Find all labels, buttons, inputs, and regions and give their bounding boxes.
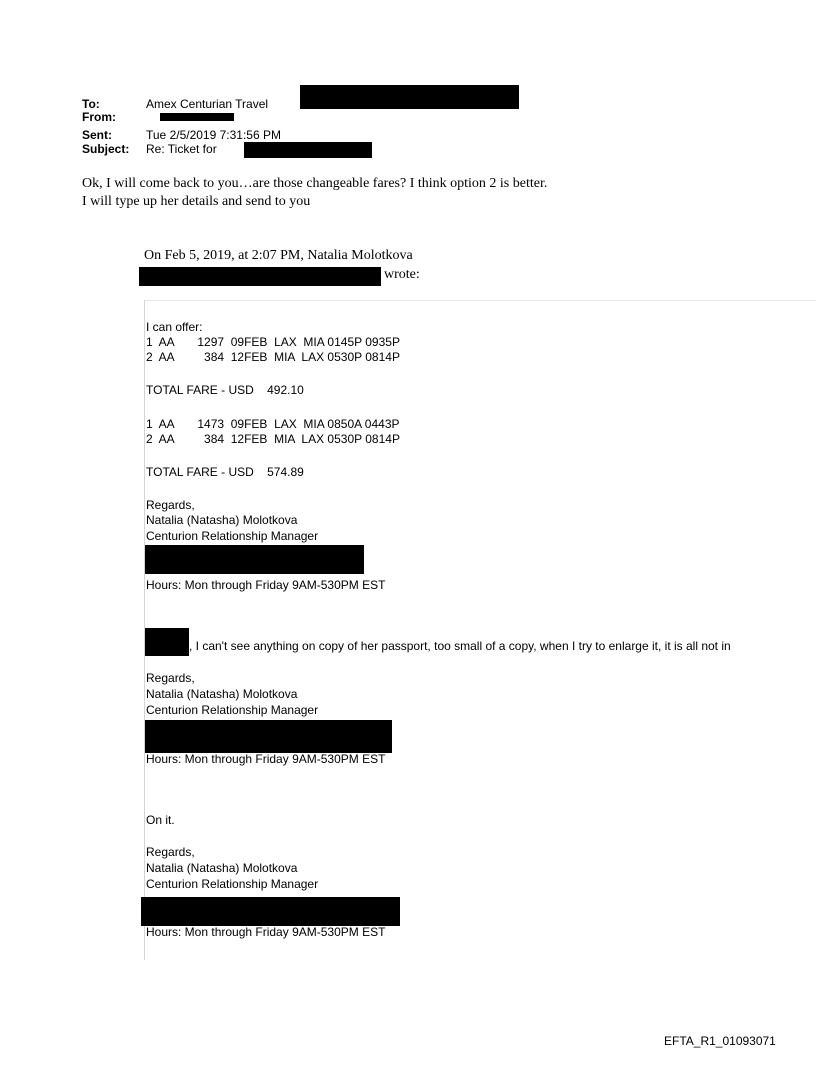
- quote-border-top: [144, 300, 816, 301]
- attribution-line-2: wrote:: [384, 267, 420, 282]
- sig3-hours: Hours: Mon through Friday 9AM-530PM EST: [146, 925, 386, 939]
- redaction-sig1-contact: [145, 545, 364, 574]
- body-line-1: Ok, I will come back to you…are those changeable fares? I think option 2 is better.: [82, 176, 548, 191]
- on-it-line: On it.: [146, 813, 175, 827]
- sig1-regards: Regards,: [146, 498, 195, 512]
- subject-label: Subject:: [82, 142, 130, 156]
- option1-leg2: 2 AA 384 12FEB MIA LAX 0530P 0814P: [146, 350, 400, 364]
- header-subject-row: [82, 143, 217, 156]
- option1-leg1: 1 AA 1297 09FEB LAX MIA 0145P 0935P: [146, 335, 400, 349]
- sig3-name: Natalia (Natasha) Molotkova: [146, 861, 298, 875]
- option1-total: TOTAL FARE - USD 492.10: [146, 383, 304, 397]
- sent-value: Tue 2/5/2019 7:31:56 PM: [146, 128, 281, 142]
- sent-label: Sent:: [82, 128, 112, 142]
- passport-note: , I can't see anything on copy of her passport, too small of a copy, when I try to enlarge it, it is all not in: [189, 639, 731, 653]
- redaction-from-name: [160, 113, 234, 121]
- sig1-hours: Hours: Mon through Friday 9AM-530PM EST: [146, 578, 386, 592]
- header-sent-row: [82, 129, 281, 142]
- option2-total: TOTAL FARE - USD 574.89: [146, 465, 304, 479]
- redaction-recipient-name: [145, 628, 189, 656]
- sig2-name: Natalia (Natasha) Molotkova: [146, 687, 298, 701]
- document-id: EFTA_R1_01093071: [664, 1034, 776, 1048]
- sig2-hours: Hours: Mon through Friday 9AM-530PM EST: [146, 752, 386, 766]
- option2-leg1: 1 AA 1473 09FEB LAX MIA 0850A 0443P: [146, 417, 400, 431]
- sig3-regards: Regards,: [146, 845, 195, 859]
- sig3-title: Centurion Relationship Manager: [146, 877, 319, 891]
- body-line-2: I will type up her details and send to you: [82, 194, 311, 209]
- attribution-line-1: On Feb 5, 2019, at 2:07 PM, Natalia Molotkova: [144, 248, 413, 263]
- sig2-regards: Regards,: [146, 671, 195, 685]
- redaction-sig3-contact: [141, 897, 400, 926]
- subject-value: Re: Ticket for: [146, 142, 217, 156]
- redaction-to-address: [300, 85, 519, 109]
- sig2-title: Centurion Relationship Manager: [146, 703, 319, 717]
- header-from-row: [82, 111, 146, 124]
- from-label: From:: [82, 110, 116, 124]
- redaction-sig2-contact: [145, 720, 392, 753]
- option2-leg2: 2 AA 384 12FEB MIA LAX 0530P 0814P: [146, 432, 400, 446]
- redaction-subject-name: [244, 142, 372, 158]
- sig1-title: Centurion Relationship Manager: [146, 529, 319, 543]
- sig1-name: Natalia (Natasha) Molotkova: [146, 513, 298, 527]
- redaction-sender-email: [139, 267, 381, 286]
- offer-intro: I can offer:: [146, 320, 203, 334]
- to-value: Amex Centurian Travel: [146, 97, 269, 111]
- to-label: To:: [82, 97, 100, 111]
